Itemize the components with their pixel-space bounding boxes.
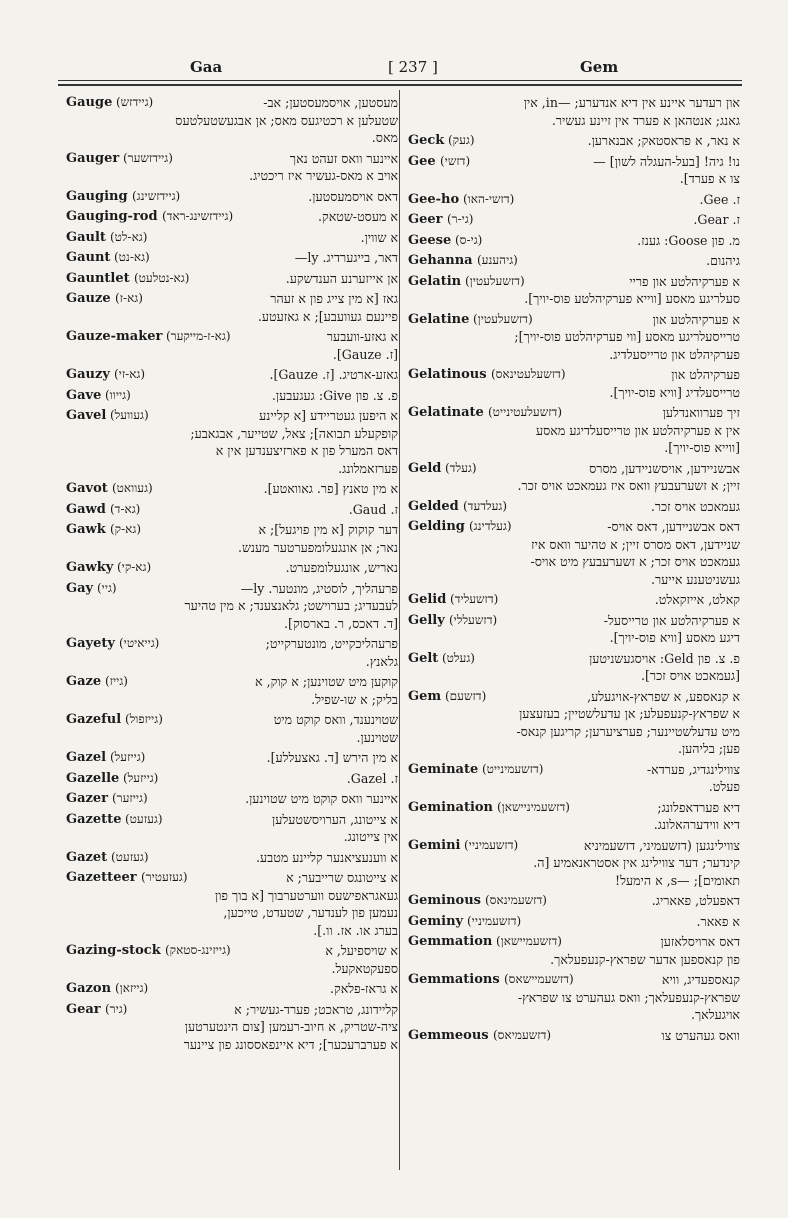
dictionary-entry	[66, 849, 398, 867]
entry-definition: צווילינגדיג, פערדא-	[646, 761, 740, 777]
entry-pronunciation: (דזשעלעטינייט)	[488, 405, 563, 419]
entry-definition: א שויספיעל, א	[325, 943, 398, 958]
dictionary-entry	[66, 580, 398, 633]
entry-pronunciation: (געזעט)	[125, 811, 163, 826]
entry-headword: Gemmation	[408, 934, 493, 949]
entry-headword: Gazelle	[66, 770, 120, 786]
dictionary-entry	[66, 94, 398, 147]
entry-headword: Geer	[408, 212, 443, 227]
dictionary-entry	[66, 869, 398, 939]
entry-headword: Gelly	[408, 612, 445, 628]
entry-pronunciation: (דזשעמיניי)	[467, 913, 522, 928]
entry-headword: Gavel	[66, 408, 107, 423]
entry-definition: א פאאר.	[696, 913, 740, 929]
entry-definition: א פערקיהלטע און טרייסעל-	[603, 612, 740, 628]
dictionary-entry	[408, 404, 740, 457]
entry-headword: Gawk	[66, 522, 106, 537]
entry-pronunciation: (דזשעמיישאס)	[504, 972, 574, 986]
entry-continuation: דאס המערל פון א פארזיצענדען אין א	[215, 443, 398, 458]
entry-headword: Gem	[408, 688, 442, 704]
entry-pronunciation: (געלד)	[445, 460, 477, 475]
right-column	[408, 94, 740, 1047]
dictionary-entry	[66, 711, 398, 746]
entry-definition: אן אייזערנע הענדשקע.	[285, 270, 398, 286]
dictionary-entry	[408, 498, 740, 516]
entry-definition: דאס אויסמעסטען.	[308, 188, 398, 204]
entry-pronunciation: (גיר)	[105, 1001, 128, 1016]
entry-definition: ז. Gazel.	[346, 770, 398, 786]
entry-definition: פערקיהלט און	[671, 367, 740, 382]
entry-headword: Gelatine	[408, 311, 470, 327]
entry-continuation: פון קנאספען אדער שפראץ-קנעפעלאך.	[550, 951, 740, 967]
entry-pronunciation: (געזעטיר)	[141, 870, 188, 884]
entry-continuation: דיגע מאסע [וויא פוס-יויך].	[609, 630, 740, 645]
entry-definition: אבשניידען, אויסשניידען, מסרס	[589, 460, 740, 476]
dictionary-entry	[408, 688, 740, 758]
dictionary-entry	[408, 591, 740, 609]
entry-definition: מ. פון Goose: גענז.	[637, 232, 740, 248]
dictionary-entry	[408, 650, 740, 685]
dictionary-entry	[408, 799, 740, 834]
entry-headword: Gay	[66, 580, 94, 596]
entry-definition: איינער וואס זעהט נאך	[289, 150, 398, 166]
entry-definition: דאפעלט, פאאריג.	[651, 893, 740, 908]
entry-continuation: גאנג; אנטהאן א פערד אין זיינע געשיר.	[551, 112, 740, 128]
entry-headword: Gelid	[408, 592, 447, 607]
running-head-right: Gem	[580, 58, 619, 76]
entry-pronunciation: (דזשי)	[440, 153, 471, 168]
entry-continuation: אין א פערקיהלטע און טרייסעלדיגע מאסע	[536, 422, 740, 438]
entry-headword: Gauge	[66, 95, 113, 110]
entry-pronunciation: (גייזאן)	[115, 981, 149, 995]
entry-headword: Gauger	[66, 150, 120, 166]
entry-pronunciation: (געוואט)	[112, 481, 153, 495]
dictionary-entry	[66, 290, 398, 325]
entry-continuation: א שפראץ-קנעפעלע; אן עדעלשטיין; בעזעצען	[519, 706, 740, 721]
entry-continuation: [ווייא פוס-יויך].	[664, 440, 740, 455]
entry-definition: גיהנום.	[706, 253, 740, 268]
entry-pronunciation: (גא-קי)	[117, 560, 152, 574]
dictionary-entry	[408, 211, 740, 229]
header-rule-thick	[58, 84, 742, 86]
entry-pronunciation: (דזשעמינייט)	[482, 761, 544, 776]
dictionary-entry	[66, 790, 398, 808]
entry-definition: זיך פערוואנדלען	[662, 405, 740, 420]
dictionary-entry	[66, 811, 398, 846]
entry-pronunciation: (דזשעלעטין)	[473, 311, 533, 326]
entry-definition: פ. צ. פון Give: געגעבען.	[271, 387, 398, 403]
entry-continuation: מאס.	[371, 130, 398, 145]
entry-headword: Gelded	[408, 498, 459, 514]
dictionary-entry	[408, 892, 740, 910]
entry-headword: Gauntlet	[66, 270, 130, 286]
dictionary-entry	[408, 460, 740, 495]
entry-headword: Geminate	[408, 761, 479, 777]
entry-headword: Gazet	[66, 849, 108, 865]
entry-pronunciation: (דזשעלעטינאס)	[491, 367, 566, 381]
dictionary-entry	[66, 480, 398, 498]
entry-definition: צווילינגען (דזשעמיני, דזשעמיניא	[583, 837, 740, 853]
entry-continuation: סעלריגע מאסע [ווייא פערקיהלטע פוס-יויך].	[524, 291, 740, 306]
entry-continuation: טרייסעלריגע מאסע [ווי פערקיהלטע פוס-יויך];	[514, 329, 740, 344]
entry-definition: א מעסט-שטאק.	[317, 209, 398, 224]
entry-headword: Gemmations	[408, 972, 500, 987]
entry-continuation: גלאנץ.	[365, 653, 398, 669]
entry-continuation: קופקעלע תבואה]; צאל, שטייער, אבגאבע;	[190, 425, 398, 441]
entry-headword: Gelding	[408, 519, 465, 534]
entry-pronunciation: (גייז)	[105, 674, 128, 688]
entry-pronunciation: (דזשעללי)	[449, 612, 498, 627]
entry-pronunciation: (געלדעד)	[463, 498, 508, 513]
entry-headword: Gault	[66, 229, 106, 245]
entry-continuation: א פערברעכער]; דיא איינפאססונג פון ציינער	[183, 1036, 398, 1052]
entry-headword: Gauging	[66, 188, 128, 204]
entry-definition: שטוינענד, וואס קוקט מיט	[273, 712, 398, 727]
entry-headword: Gazer	[66, 791, 109, 806]
dictionary-entry	[66, 407, 398, 477]
entry-continuation: אין צייטונג.	[343, 829, 398, 844]
entry-continuation: אויב א מאס-געשיר איז ריכטיג.	[249, 168, 398, 183]
dictionary-entry	[408, 933, 740, 968]
entry-continuation: פעלט.	[708, 779, 740, 794]
entry-headword: Gelt	[408, 650, 439, 666]
entry-headword: Gauzy	[66, 367, 110, 382]
entry-continuation: געאגראפישעס ווערטערבוך [א בוך פון	[215, 887, 398, 903]
entry-headword: Gelatin	[408, 273, 462, 289]
entry-definition: וואס געהערט צו	[661, 1027, 740, 1043]
entry-pronunciation: (גייזינג-סטאק)	[165, 943, 231, 957]
entry-definition: א צייטונג, הערויסשטעלען	[272, 811, 398, 827]
entry-definition: מעסטען, אויסמעסטען; אב-	[263, 95, 398, 110]
entry-definition: א קנאספע, א שפראץ-אויגעלע,	[587, 688, 740, 704]
dictionary-entry	[66, 980, 398, 998]
dictionary-entry	[66, 673, 398, 708]
entry-pronunciation: (דזשעלעטין)	[465, 273, 525, 288]
entry-pronunciation: (גיהענע)	[477, 253, 518, 267]
entry-pronunciation: (דזשעמיניי)	[464, 837, 519, 852]
entry-continuation: בערג או. אז. וו.].	[313, 922, 398, 938]
entry-definition: גאז [א מין צייג פון א זעהר	[270, 291, 398, 306]
entry-headword: Gear	[66, 1001, 101, 1017]
entry-headword: Gemination	[408, 799, 494, 815]
entry-definition: פ. צ. פון Geld: אויסגעשניטען	[589, 650, 740, 666]
entry-headword: Gazon	[66, 981, 112, 996]
entry-continuation: [ד. דאכס, ר. בארסוק].	[284, 615, 398, 631]
entry-definition: א ווענעציאנער קליינע מטבע.	[256, 849, 398, 865]
entry-pronunciation: (גיי)	[97, 580, 117, 595]
entry-pronunciation: (גיידזשינג)	[132, 188, 181, 203]
entry-headword: Gee-ho	[408, 191, 460, 207]
entry-definition: א נאר, א פראסטאק; אבנארען.	[587, 133, 740, 148]
entry-continuation: פערקיהלט און טרייסעלדיג.	[609, 346, 740, 362]
entry-headword: Gazetteer	[66, 870, 137, 885]
entry-definition: א היפען געטריידע [א קליינע	[259, 408, 398, 423]
entry-pronunciation: (גייוו)	[105, 387, 131, 402]
entry-pronunciation: (גייזער)	[112, 791, 148, 805]
entry-continuation: פערזאמלונג.	[338, 460, 398, 476]
dictionary-entry	[66, 749, 398, 767]
entry-continuation: נעמען פון לענדער, שטעדט, טייכען,	[223, 905, 398, 920]
dictionary-entry	[408, 837, 740, 890]
dictionary-entry	[408, 761, 740, 796]
entry-definition: פרעהליכקייט, מונטערקייט;	[265, 636, 398, 651]
entry-continuation: געשניטענע אייער.	[650, 571, 740, 587]
dictionary-entry	[66, 229, 398, 247]
dictionary-entry	[66, 770, 398, 788]
entry-pronunciation: (געלט)	[442, 650, 475, 665]
entry-pronunciation: (געוועל)	[110, 408, 149, 422]
dictionary-entry	[408, 518, 740, 588]
dictionary-entry	[66, 208, 398, 226]
dictionary-entry	[408, 366, 740, 401]
entry-definition: נאריש, אונגעלומפערט.	[285, 560, 398, 575]
entry-pronunciation: (דזשעם)	[445, 688, 487, 703]
dictionary-entry	[66, 1001, 398, 1054]
entry-headword: Gauze	[66, 291, 111, 306]
entry-headword: Gemini	[408, 837, 461, 853]
entry-definition: א שווין.	[360, 229, 398, 245]
entry-definition: ז. Gee.	[699, 191, 740, 207]
entry-pronunciation: (דזשעמיישאן)	[496, 934, 562, 948]
dictionary-entry	[66, 559, 398, 577]
dictionary-entry	[408, 191, 740, 209]
dictionary-entry	[66, 387, 398, 405]
entry-definition: א צייטונגס שרייבער; א	[286, 870, 398, 885]
entry-pronunciation: (גיידזשער)	[123, 150, 173, 165]
entry-definition: נו! גיה! [בעל-העגלה לשון] —	[593, 153, 740, 169]
entry-definition: א פערקיהלטע און	[652, 311, 740, 327]
entry-continuation: [ז. Gauze].	[332, 346, 398, 362]
dictionary-entry	[408, 1027, 740, 1045]
entry-pronunciation: (גיידזש)	[116, 95, 154, 109]
dictionary-entry	[66, 150, 398, 185]
entry-continuation: דיא ווידערהאלונג.	[653, 817, 740, 832]
entry-definition: קאלט, אייזקאלט.	[654, 592, 740, 607]
dictionary-entry	[66, 521, 398, 556]
entry-headword: Geminy	[408, 913, 464, 929]
entry-definition: דאס אבשניידען, דאס אויס-	[607, 519, 740, 534]
entry-headword: Gaze	[66, 674, 102, 689]
dictionary-entry	[66, 366, 398, 384]
entry-definition: א גראז-פלאק.	[329, 981, 398, 996]
entry-pronunciation: (דזשעמיניישאן)	[497, 799, 570, 814]
entry-pronunciation: (גא-נט)	[114, 250, 150, 264]
left-column	[66, 94, 398, 1056]
column-divider	[399, 90, 400, 1170]
dictionary-entry	[408, 273, 740, 308]
dictionary-entry	[408, 153, 740, 188]
entry-pronunciation: (דזשעליד)	[450, 592, 499, 606]
entry-definition: א גאזע-וועבער	[326, 329, 398, 344]
dictionary-entry	[66, 270, 398, 288]
entry-pronunciation: (געק)	[448, 133, 475, 147]
entry-definition: ז. Gear.	[693, 212, 740, 227]
entry-definition: געמאכט אויס זכר.	[650, 498, 740, 514]
entry-headword: Gee	[408, 153, 436, 169]
entry-pronunciation: (גייזעל)	[110, 750, 146, 764]
entry-continuation: טרייסעלדיג [וויא פוס-יויך].	[609, 384, 740, 400]
entry-pronunciation: (דזשעמיאס)	[493, 1027, 552, 1042]
entry-continuation: אויגעלאך.	[690, 1007, 740, 1022]
entry-headword: Gayety	[66, 636, 115, 651]
entry-continuation: מיט עדעלשטיינער; פערציערען; קריגען קנאס-	[516, 723, 740, 739]
running-head	[60, 58, 740, 82]
entry-headword: Geld	[408, 460, 442, 476]
entry-pronunciation: (גייאיטי)	[119, 636, 160, 650]
entry-continuation: שניידען, דאס מסרס זיין; א טהיער וואס איז	[531, 536, 740, 552]
entry-definition: קליידונג, טראכט; פערד-געשיר; א	[234, 1001, 398, 1017]
entry-pronunciation: (גא-ד)	[110, 501, 141, 516]
entry-pronunciation: (גא-ק)	[110, 522, 142, 536]
entry-definition: און רעדער איינע אין דיא אנדערע; —in, אין	[523, 95, 740, 110]
dictionary-entry	[66, 501, 398, 519]
dictionary-entry	[408, 94, 740, 129]
entry-definition: קוקען מיט שטוינען; א קוק, א	[255, 674, 398, 689]
entry-continuation: ספעקטאקעל.	[331, 960, 398, 976]
entry-headword: Gavot	[66, 481, 108, 496]
entry-headword: Gazing-stock	[66, 943, 161, 958]
entry-headword: Gehanna	[408, 253, 473, 268]
entry-headword: Gazette	[66, 811, 122, 827]
entry-headword: Gawd	[66, 501, 106, 517]
dictionary-entry	[66, 188, 398, 206]
dictionary-entry	[66, 635, 398, 670]
entry-pronunciation: (גא-זי)	[114, 367, 146, 381]
dictionary-entry	[408, 132, 740, 150]
entry-pronunciation: (גא-לט)	[110, 229, 148, 244]
entry-headword: Gawky	[66, 560, 114, 575]
entry-pronunciation: (געזעט)	[111, 849, 149, 864]
entry-definition: א פערקיהלטע און פריי	[629, 273, 740, 289]
entry-pronunciation: (גייזעל)	[123, 770, 159, 785]
entry-definition: דער קוקוק [א מין פויגעל]; א	[258, 522, 398, 537]
page-number: [ 237 ]	[388, 58, 438, 76]
entry-headword: Gazel	[66, 750, 107, 765]
entry-definition: דאס ארויסלאזען	[660, 934, 740, 949]
entry-continuation: [געמאכט אויס זכר].	[640, 668, 740, 683]
entry-definition: דאר, בייגערדיג. ly—	[294, 250, 398, 265]
entry-headword: Geese	[408, 232, 452, 248]
entry-continuation: זיין; א זשערעבעץ וואס איז געמאכט אויס זכר.	[517, 478, 740, 493]
entry-definition: ז. Gaud.	[348, 501, 398, 517]
entry-pronunciation: (דזשעמינאס)	[485, 893, 547, 907]
dictionary-entry	[408, 612, 740, 647]
entry-definition: א מין טאנץ [פר. גאוואטע].	[263, 481, 398, 496]
entry-pronunciation: (דזשי-האו)	[463, 191, 515, 206]
entry-pronunciation: (גי-ס)	[455, 232, 483, 247]
entry-continuation: נאר; אן אונגעלומפערטער מענש.	[237, 539, 398, 555]
entry-definition: דיא פערדאפלונג;	[657, 799, 740, 815]
entry-headword: Gazeful	[66, 712, 122, 727]
entry-continuation: קינדער; דער צווילינג אין אסטראנאמיע [ה.	[533, 855, 740, 870]
entry-headword: Geminous	[408, 893, 481, 908]
entry-continuation: שטעלען א רכטיגעס מאס; אן אבגעשטעלטעס	[175, 112, 398, 128]
entry-pronunciation: (גי-ר)	[447, 212, 474, 226]
entry-pronunciation: (גא-ז)	[115, 291, 143, 305]
dictionary-entry	[408, 232, 740, 250]
running-head-left: Gaa	[190, 58, 223, 76]
dictionary-entry	[408, 971, 740, 1024]
header-rule	[58, 80, 742, 81]
entry-headword: Gauze-maker	[66, 329, 163, 344]
dictionary-entry	[66, 328, 398, 363]
entry-headword: Gaunt	[66, 250, 111, 265]
entry-definition: פרעהליך, לוסטיג, מונטער. ly—	[240, 580, 398, 596]
entry-pronunciation: (גא-ז-מייקער)	[166, 329, 231, 343]
dictionary-entry	[408, 913, 740, 931]
entry-headword: Gelatinous	[408, 367, 487, 382]
entry-continuation: געמאכט אויס זכר; א זשערעבעץ מיט אויס-	[530, 554, 740, 569]
dictionary-entry	[66, 942, 398, 977]
entry-continuation: שטוינען.	[356, 729, 398, 745]
entry-continuation: שפראץ-קנעפעלאך; וואס געהערט צו שפראץ-	[517, 989, 740, 1005]
entry-continuation: בליק; א שו-שפיל.	[311, 691, 398, 707]
dictionary-entry	[408, 311, 740, 364]
entry-headword: Gauging-rod	[66, 209, 158, 224]
entry-definition: גאזע-ארטיג. [ז. Gauze].	[269, 367, 398, 382]
entry-headword: Geck	[408, 133, 445, 148]
entry-pronunciation: (גא-נטלעט)	[134, 270, 190, 285]
entry-definition: א מין הירש [ד. גאצעללע].	[266, 750, 398, 765]
entry-pronunciation: (גיידזשינג-ראד)	[162, 209, 234, 223]
entry-definition: איינער וואס קוקט מיט שטוינען.	[245, 791, 398, 806]
entry-continuation: פיינעם געוועבע]; א גאזעטע.	[257, 308, 398, 324]
entry-headword: Gave	[66, 387, 102, 403]
entry-continuation: פען; בליהען.	[677, 741, 740, 756]
entry-continuation: תאומים]; —s, א הימעל!	[615, 872, 740, 888]
entry-continuation: לעבעדיג; בערוישט; גלאנצענד; א מין טהיער	[184, 598, 398, 613]
entry-definition: קנאספעדיג, וויא	[661, 972, 740, 987]
dictionary-entry	[408, 252, 740, 270]
dictionary-entry	[66, 249, 398, 267]
entry-continuation: ציה-שטריק, א חיוב-רעמען [צום הינטערטען	[184, 1019, 398, 1034]
entry-pronunciation: (געלדינג)	[469, 519, 512, 533]
entry-continuation: צו א פערד].	[679, 171, 740, 186]
entry-headword: Gemmeous	[408, 1027, 489, 1043]
entry-pronunciation: (גייזפול)	[125, 712, 163, 726]
entry-headword: Gelatinate	[408, 405, 484, 420]
